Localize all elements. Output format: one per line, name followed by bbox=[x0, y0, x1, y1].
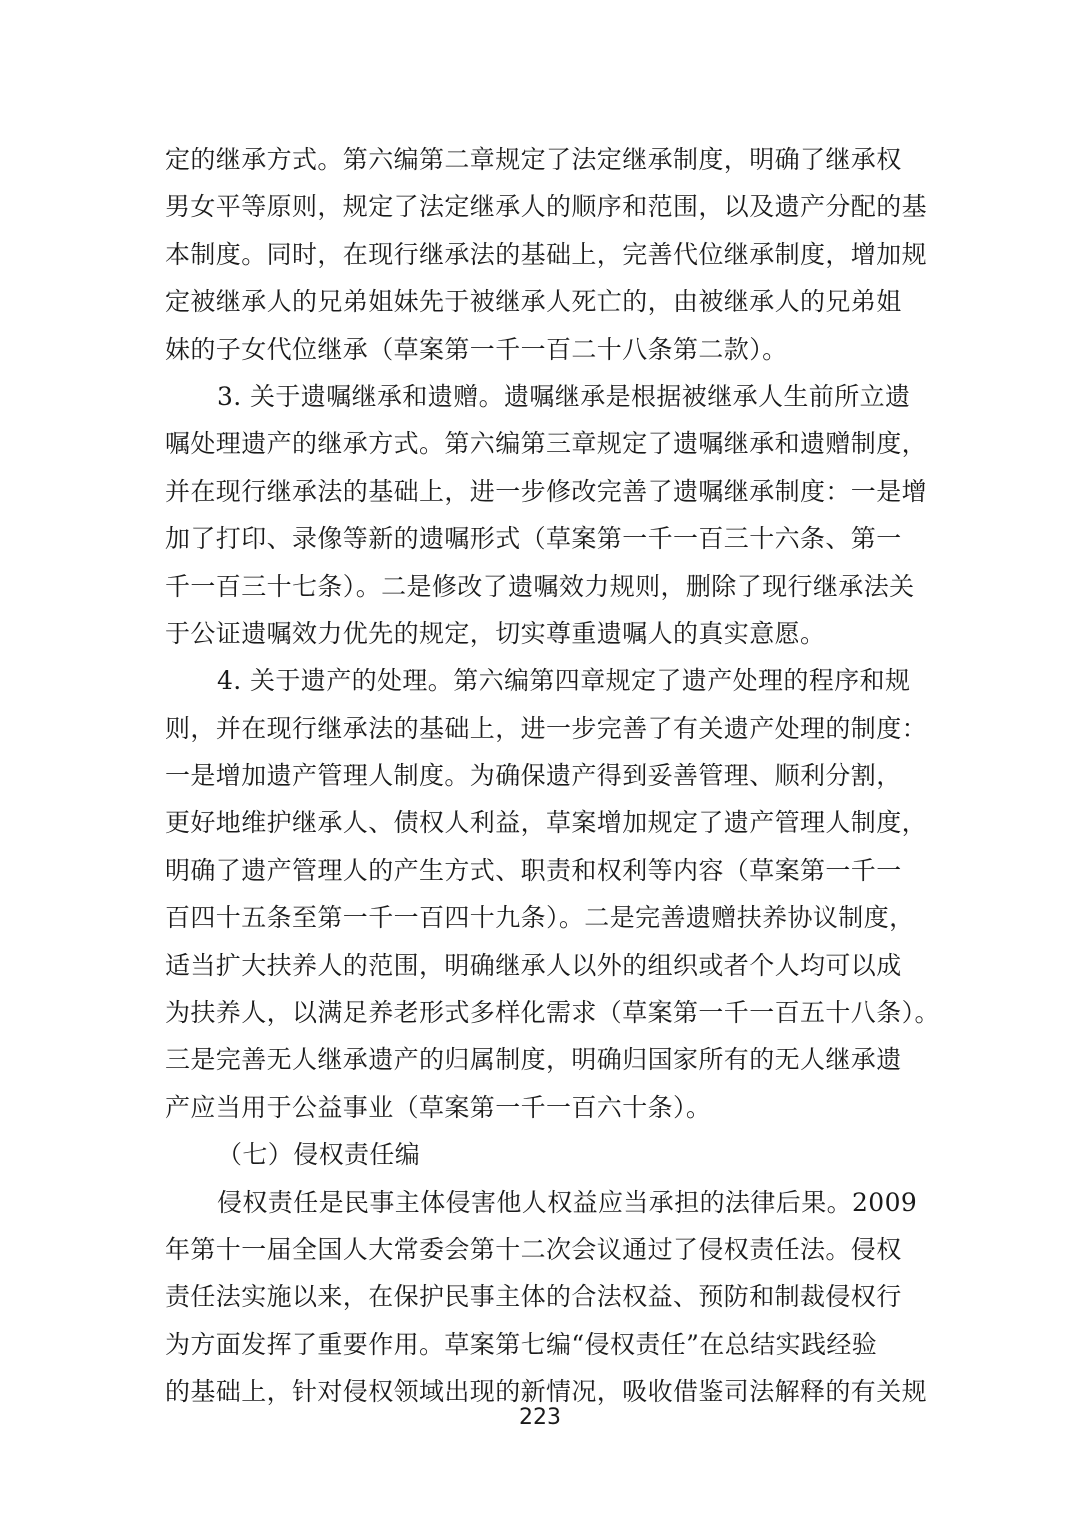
text-line: 千一百三十七条）。二是修改了遗嘱效力规则，删除了现行继承法关 bbox=[165, 571, 915, 601]
text-line: 侵权责任是民事主体侵害他人权益应当承担的法律后果。2009 bbox=[217, 1187, 918, 1217]
text-line: 产应当用于公益事业（草案第一千一百六十条）。 bbox=[165, 1092, 712, 1122]
text-line: 为扶养人，以满足养老形式多样化需求（草案第一千一百五十八条）。 bbox=[165, 998, 940, 1028]
text-line: 适当扩大扶养人的范围，明确继承人以外的组织或者个人均可以成 bbox=[165, 950, 902, 980]
text-line: 定被继承人的兄弟姐妹先于被继承人死亡的，由被继承人的兄弟姐 bbox=[165, 287, 902, 317]
body-text bbox=[165, 136, 940, 1416]
text-line: 则，并在现行继承法的基础上，进一步完善了有关遗产处理的制度： bbox=[165, 713, 928, 743]
section-heading: （七）侵权责任编 bbox=[217, 1140, 421, 1170]
text-line: 定的继承方式。第六编第二章规定了法定继承制度，明确了继承权 bbox=[165, 145, 902, 174]
page-number: 223 bbox=[519, 1405, 561, 1430]
text-line: 3. 关于遗嘱继承和遗赠。遗嘱继承是根据被继承人生前所立遗 bbox=[217, 381, 911, 411]
text-line: 本制度。同时，在现行继承法的基础上，完善代位继承制度，增加规 bbox=[165, 239, 928, 269]
text-line: 4. 关于遗产的处理。第六编第四章规定了遗产处理的程序和规 bbox=[217, 666, 911, 696]
text-line: 一是增加遗产管理人制度。为确保遗产得到妥善管理、顺利分割， bbox=[165, 761, 902, 791]
text-line: 的基础上，针对侵权领域出现的新情况，吸收借鉴司法解释的有关规 bbox=[165, 1377, 928, 1407]
text-line: 明确了遗产管理人的产生方式、职责和权利等内容（草案第一千一 bbox=[165, 855, 902, 885]
text-line: 更好地维护继承人、债权人利益，草案增加规定了遗产管理人制度， bbox=[165, 808, 928, 838]
text-line: 年第十一届全国人大常委会第十二次会议通过了侵权责任法。侵权 bbox=[165, 1234, 902, 1264]
text-line: 三是完善无人继承遗产的归属制度，明确归国家所有的无人继承遗 bbox=[165, 1045, 902, 1075]
text-line: 于公证遗嘱效力优先的规定，切实尊重遗嘱人的真实意愿。 bbox=[165, 618, 826, 648]
text-line: 为方面发挥了重要作用。草案第七编“侵权责任”在总结实践经验 bbox=[165, 1329, 878, 1359]
text-line: 男女平等原则，规定了法定继承人的顺序和范围，以及遗产分配的基 bbox=[165, 192, 928, 222]
text-line: 加了打印、录像等新的遗嘱形式（草案第一千一百三十六条、第一 bbox=[165, 524, 902, 554]
text-line: 妹的子女代位继承（草案第一千一百二十八条第二款）。 bbox=[165, 334, 788, 364]
text-line: 百四十五条至第一千一百四十九条）。二是完善遗赠扶养协议制度， bbox=[165, 903, 915, 933]
text-line: 并在现行继承法的基础上，进一步修改完善了遗嘱继承制度：一是增 bbox=[165, 476, 928, 506]
text-line: 责任法实施以来，在保护民事主体的合法权益、预防和制裁侵权行 bbox=[165, 1282, 902, 1312]
text-line: 嘱处理遗产的继承方式。第六编第三章规定了遗嘱继承和遗赠制度， bbox=[165, 429, 928, 459]
